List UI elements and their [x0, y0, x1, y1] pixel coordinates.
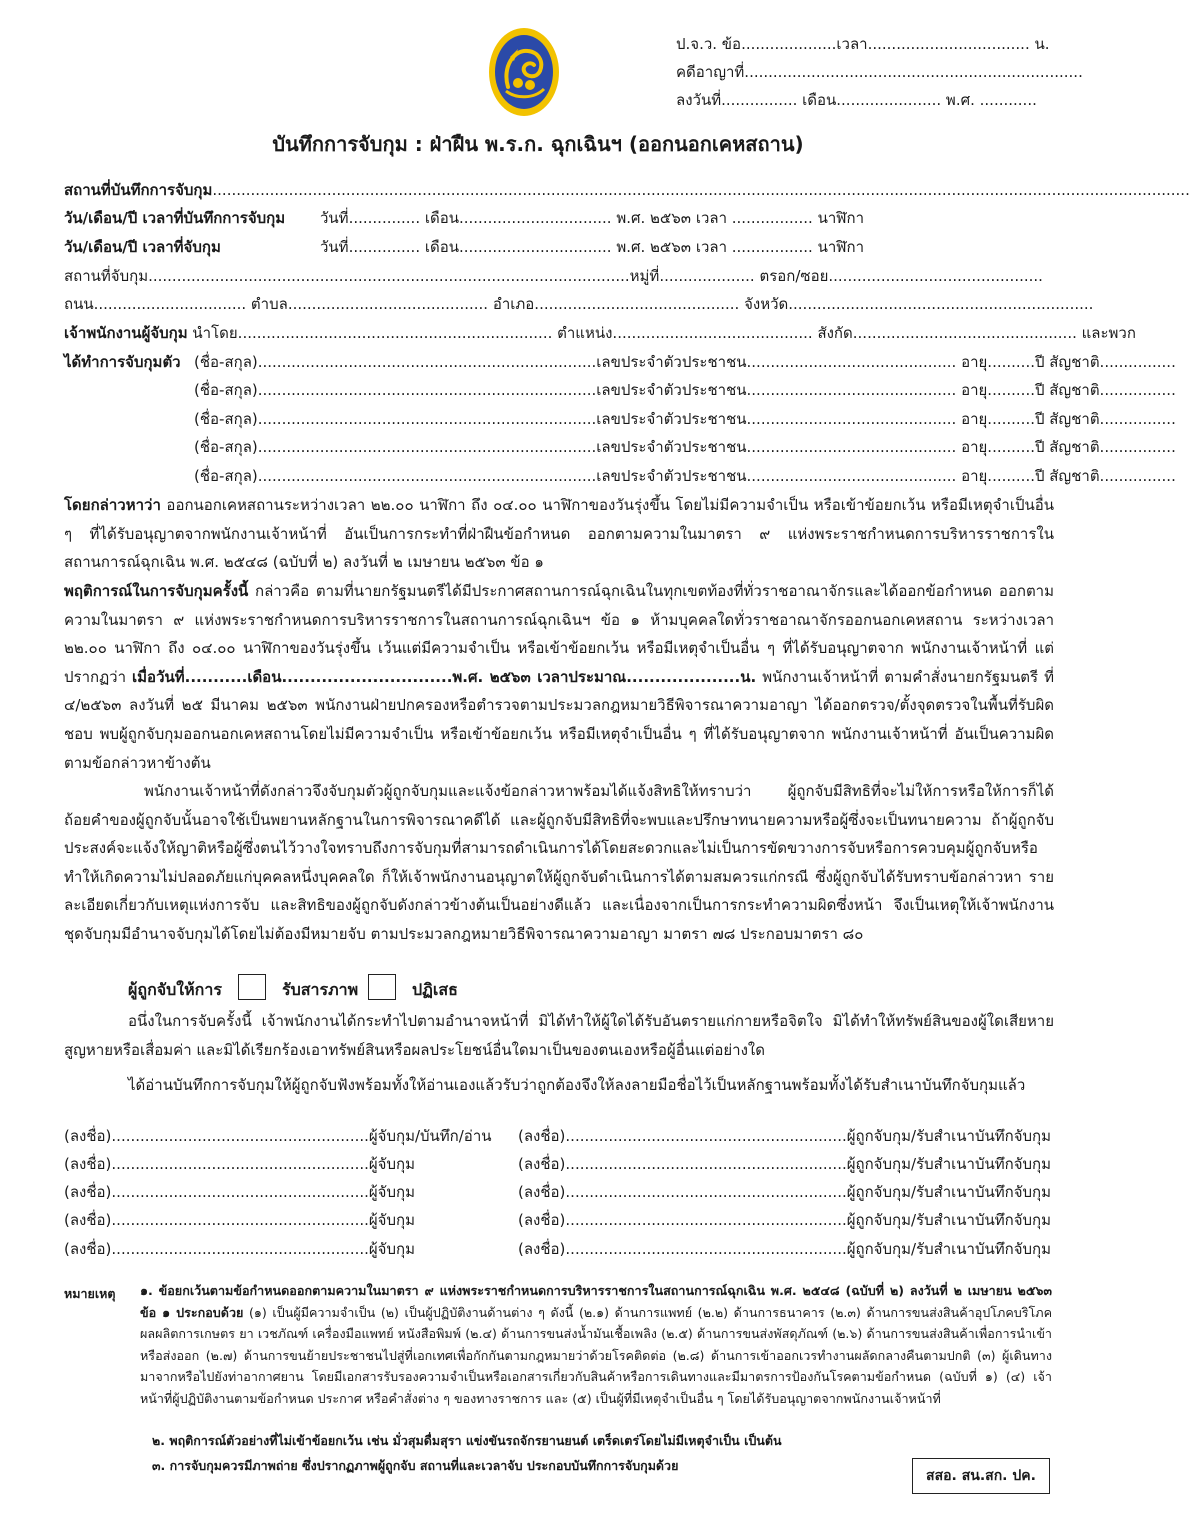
signature-line-arrestee: (ลงชื่อ)...........................................................ผู้ถูกจับกุม/รับสำเนาบันทึกจับกุม	[518, 1155, 1051, 1173]
signature-line-officer: (ลงชื่อ)......................................................ผู้จับกุม	[64, 1155, 415, 1173]
arrest-datetime-fields: วันที่............... เดือน................................ พ.ศ. ๒๕๖๓ เวลา ................. นาฬิกา	[320, 238, 865, 256]
circumstance-text-2: พนักงานเจ้าหน้าที่ ตามคำสั่งนายกรัฐมนตรี ที่ ๔/๒๕๖๓ ลงวันที่ ๒๕ มีนาคม ๒๕๖๓ พนักงานฝ่ายปกครองหรือตำรวจตามประมวลกฎหมายวิธีพิจารณาความอาญา ได้ออกตรวจ/ตั้งจุดตรวจในพื้นที่รับผิดชอบ พบผู้ถูกจับกุมออกนอกเคหสถานโดยไม่มีความจำเป็น หรือเข้าข้อยกเว้น หรือมีเหตุจำเป็นอื่น ๆ ที่ได้รับอนุญาตจาก พนักงานเจ้าหน้าที่ อันเป็นความผิดตามข้อกล่าวหาข้างต้น	[64, 667, 1054, 772]
arrested-label: ได้ทำการจับกุมตัว	[64, 353, 181, 371]
arrested-row: (ชื่อ-สกุล).......................................................................เลขประจำตัวประชาชน............................................ อายุ..........ปี สัญชาติ................	[194, 410, 1176, 428]
arrested-row: (ชื่อ-สกุล).......................................................................เลขประจำตัวประชาชน............................................ อายุ..........ปี สัญชาติ................	[194, 381, 1176, 399]
circumstance-paragraph	[64, 577, 1054, 777]
circumstance-date-field: เมื่อวันที่...........เดือน..............................พ.ศ. ๒๕๖๓ เวลาประมาณ....................น.	[132, 667, 757, 686]
record-datetime-label: วัน/เดือน/ปี เวลาที่บันทึกการจับกุม	[64, 209, 286, 227]
plea-label: ผู้ถูกจับให้การ	[128, 980, 222, 999]
signature-line-arrestee: (ลงชื่อ)...........................................................ผู้ถูกจับกุม/รับสำเนาบันทึกจับกุม	[518, 1127, 1051, 1145]
notes-item-1-lead: ๑. ข้อยกเว้นตามข้อกำหนดออกตามความในมาตรา ๙ แห่งพระราชกำหนดการบริหารราชการในสถานการณ์ฉุกเฉิน พ.ศ. ๒๕๔๘ (ฉบับที่ ๒) ลงวันที่ ๒ เมษายน ๒๕๖๓ ข้อ ๑ ประกอบด้วย	[140, 1283, 1052, 1320]
read-confirmation-text: ได้อ่านบันทึกการจับกุมให้ผู้ถูกจับฟังพร้อมทั้งให้อ่านเองแล้วรับว่าถูกต้องจึงให้ลงลายมือชื่อไว้เป็นหลักฐานพร้อมทั้งได้รับสำเนาบันทึกจับกุมแล้ว	[128, 1076, 1026, 1094]
notes-item-2: ๒. พฤติการณ์ตัวอย่างที่ไม่เข้าข้อยกเว้น เช่น มั่วสุมดื่มสุรา แข่งขันรถจักรยานยนต์ เตร็ดเตร่โดยไม่มีเหตุจำเป็น เป็นต้น	[152, 1433, 782, 1448]
notes-item-1	[140, 1280, 1052, 1409]
signature-line-arrestee: (ลงชื่อ)...........................................................ผู้ถูกจับกุม/รับสำเนาบันทึกจับกุม	[518, 1240, 1051, 1258]
confess-option-label: รับสารภาพ	[282, 980, 359, 999]
officer-line	[64, 321, 1136, 345]
notes-item-3: ๓. การจับกุมควรมีภาพถ่าย ซึ่งปรากฏภาพผู้ถูกจับ สถานที่และเวลาจับ ประกอบบันทึกการจับกุมด้วย	[152, 1458, 679, 1473]
circumstance-label: พฤติการณ์ในการจับกุมครั้งนี้	[64, 582, 249, 600]
notes-label: หมายเหตุ	[64, 1286, 116, 1301]
emblem-seal-icon	[488, 27, 560, 117]
deny-checkbox[interactable]	[368, 974, 396, 1000]
conduct-paragraph: อนึ่งในการจับครั้งนี้ เจ้าพนักงานได้กระทำไปตามอำนาจหน้าที่ มิได้ทำให้ผู้ใดได้รับอันตรายแก่กายหรือจิตใจ มิได้ทำให้ทรัพย์สินของผู้ใดเสียหาย สูญหายหรือเสื่อมค่า และมิได้เรียกร้องเอาทรัพย์สินหรือผลประโยชน์อื่นใดมาเป็นของตนเองหรือผู้อื่นแต่อย่างใด	[64, 1012, 1054, 1059]
record-place-dots: .............................................................................................................................................................................................................	[212, 181, 1190, 199]
header-line-case-number: คดีอาญาที่.......................................................................	[676, 63, 1083, 81]
charge-paragraph	[64, 491, 1054, 577]
signature-line-officer: (ลงชื่อ)......................................................ผู้จับกุม/บันทึก/อ่าน	[64, 1127, 492, 1145]
signature-line-arrestee: (ลงชื่อ)...........................................................ผู้ถูกจับกุม/รับสำเนาบันทึกจับกุม	[518, 1211, 1051, 1229]
notes-item-1-text: (๑) เป็นผู้มีความจำเป็น (๒) เป็นผู้ปฏิบัติงานด้านต่าง ๆ ดังนี้ (๒.๑) ด้านการแพทย์ (๒.๒) ด้านการธนาคาร (๒.๓) ด้านการขนส่งสินค้าอุปโภคบริโภค ผลผลิตการเกษตร ยา เวชภัณฑ์ เครื่องมือแพทย์ หนังสือพิมพ์ (๒.๔) ด้านการขนส่งน้ำมันเชื้อเพลิง (๒.๕) ด้านการขนส่งพัสดุภัณฑ์ (๒.๖) ด้านการขนส่งสินค้าเพื่อการนำเข้าหรือส่งออก (๒.๗) ด้านการขนย้ายประชาชนไปสู่ที่เอกเทศเพื่อกักกันตามกฎหมายว่าด้วยโรคติดต่อ (๒.๘) ด้านการเข้าออกเวรทำงานผลัดกลางคืนตามปกติ (๓) ผู้เดินทางมาจากหรือไปยังท่าอากาศยาน โดยมีเอกสารรับรองความจำเป็นหรือเอกสารเกี่ยวกับสินค้าหรือการเดินทางและมีมาตรการป้องกันโรคตามข้อกำหนด (ฉบับที่ ๑) (๔) เจ้าหน้าที่ผู้ปฏิบัติงานตามข้อกำหนด ประกาศ หรือคำสั่งต่าง ๆ ของทางราชการ และ (๕) เป็นผู้ที่มีเหตุจำเป็นอื่น ๆ โดยได้รับอนุญาตจากพนักงานเจ้าหน้าที่	[140, 1304, 1053, 1406]
signature-line-officer: (ลงชื่อ)......................................................ผู้จับกุม	[64, 1240, 415, 1258]
officer-label: เจ้าพนักงานผู้จับกุม	[64, 324, 188, 342]
header-line-case-report: ป.จ.ว. ข้อ....................เวลา.................................. น.	[676, 35, 1050, 53]
arrested-row: (ชื่อ-สกุล).......................................................................เลขประจำตัวประชาชน............................................ อายุ..........ปี สัญชาติ................	[194, 467, 1176, 485]
confess-checkbox[interactable]	[238, 974, 266, 1000]
deny-option-label: ปฏิเสธ	[412, 980, 458, 999]
arrested-row: (ชื่อ-สกุล).......................................................................เลขประจำตัวประชาชน............................................ อายุ..........ปี สัญชาติ................	[194, 438, 1176, 456]
header-line-date: ลงวันที่................ เดือน...................... พ.ศ. ............	[676, 91, 1037, 109]
rights-paragraph: พนักงานเจ้าหน้าที่ดังกล่าวจึงจับกุมตัวผู้ถูกจับกุมและแจ้งข้อกล่าวหาพร้อมได้แจ้งสิทธิให้ทราบว่า ผู้ถูกจับมีสิทธิที่จะไม่ให้การหรือให้การก็ได้ ถ้อยคำของผู้ถูกจับนั้นอาจใช้เป็นพยานหลักฐานในการพิจารณาคดีได้ และผู้ถูกจับมีสิทธิที่จะพบและปรึกษาทนายความหรือผู้ซึ่งจะเป็นทนายความ ถ้าผู้ถูกจับประสงค์จะแจ้งให้ญาติหรือผู้ซึ่งตนไว้วางใจทราบถึงการจับกุมที่สามารถดำเนินการได้โดยสะดวกและไม่เป็นการขัดขวางการจับหรือการควบคุมผู้ถูกจับหรือทำให้เกิดความไม่ปลอดภัยแก่บุคคลหนึ่งบุคคลใด ก็ให้เจ้าพนักงานอนุญาตให้ผู้ถูกจับดำเนินการได้ตามสมควรแก่กรณี ซึ่งผู้ถูกจับได้รับทราบข้อกล่าวหา รายละเอียดเกี่ยวกับเหตุแห่งการจับ และสิทธิของผู้ถูกจับดังกล่าวข้างต้นเป็นอย่างดีแล้ว และเนื่องจากเป็นการกระทำความผิดซึ่งหน้า จึงเป็นเหตุให้เจ้าพนักงานชุดจับกุมมีอำนาจจับกุมได้โดยไม่ต้องมีหมายจับ ตามประมวลกฎหมายวิธีพิจารณาความอาญา มาตรา ๗๘ ประกอบมาตรา ๘๐	[64, 782, 1054, 943]
signature-line-arrestee: (ลงชื่อ)...........................................................ผู้ถูกจับกุม/รับสำเนาบันทึกจับกุม	[518, 1183, 1051, 1201]
charge-label: โดยกล่าวหาว่า	[64, 496, 161, 514]
arrest-datetime-label: วัน/เดือน/ปี เวลาที่จับกุม	[64, 238, 221, 256]
record-place-label: สถานที่บันทึกการจับกุม	[64, 181, 213, 199]
arrest-place-line: สถานที่จับกุม.....................................................................................................หมู่ที่.................... ตรอก/ซอย.............................................	[64, 267, 1043, 285]
charge-text: ออกนอกเคหสถานระหว่างเวลา ๒๒.๐๐ นาฬิกา ถึง ๐๔.๐๐ นาฬิกาของวันรุ่งขึ้น โดยไม่มีความจำเป็น หรือเข้าข้อยกเว้น หรือมีเหตุจำเป็นอื่น ๆ ที่ได้รับอนุญาตจากพนักงานเจ้าหน้าที่ อันเป็นการกระทำที่ฝ่าฝืนข้อกำหนด ออกตามความในมาตรา ๙ แห่งพระราชกำหนดการบริหารราชการในสถานการณ์ฉุกเฉิน พ.ศ. ๒๕๔๘ (ฉบับที่ ๒) ลงวันที่ ๒ เมษายน ๒๕๖๓ ข้อ ๑	[64, 496, 1054, 572]
record-place-line	[64, 178, 1190, 202]
signature-line-officer: (ลงชื่อ)......................................................ผู้จับกุม	[64, 1211, 415, 1229]
address-line: ถนน................................ ตำบล.......................................... อำเภอ........................................... จังหวัด................................................................	[64, 295, 1094, 313]
arrested-row: (ชื่อ-สกุล).......................................................................เลขประจำตัวประชาชน............................................ อายุ..........ปี สัญชาติ................	[194, 353, 1176, 371]
circumstance-text-1: กล่าวคือ ตามที่นายกรัฐมนตรีได้มีประกาศสถานการณ์ฉุกเฉินในทุกเขตท้องที่ทั่วราชอาณาจักรและได้ออกข้อกำหนด ออกตามความในมาตรา ๙ แห่งพระราชกำหนดการบริหารราชการในสถานการณ์ฉุกเฉินฯ ข้อ ๑ ห้ามบุคคลใดทั่วราชอาณาจักรออกนอกเคหสถาน ระหว่างเวลา ๒๒.๐๐ นาฬิกา ถึง ๐๔.๐๐ นาฬิกาของวันรุ่งขึ้น เว้นแต่มีความจำเป็น หรือเข้าข้อยกเว้น หรือมีเหตุจำเป็นอื่น ๆ ที่ได้รับอนุญาตจาก พนักงานเจ้าหน้าที่ แต่ปรากฏว่า	[64, 582, 1054, 686]
record-datetime-fields: วันที่............... เดือน................................ พ.ศ. ๒๕๖๓ เวลา ................. นาฬิกา	[320, 209, 865, 227]
signature-line-officer: (ลงชื่อ)......................................................ผู้จับกุม	[64, 1183, 415, 1201]
page-title: บันทึกการจับกุม : ฝ่าฝืน พ.ร.ก. ฉุกเฉินฯ (ออกนอกเคหสถาน)	[272, 132, 804, 156]
officer-fields: นำโดย.................................................................. ตำแหน่ง.......................................... สังกัด............................................... และพวก	[187, 324, 1136, 342]
office-code-box: สสอ. สน.สก. ปค.	[912, 1458, 1050, 1494]
